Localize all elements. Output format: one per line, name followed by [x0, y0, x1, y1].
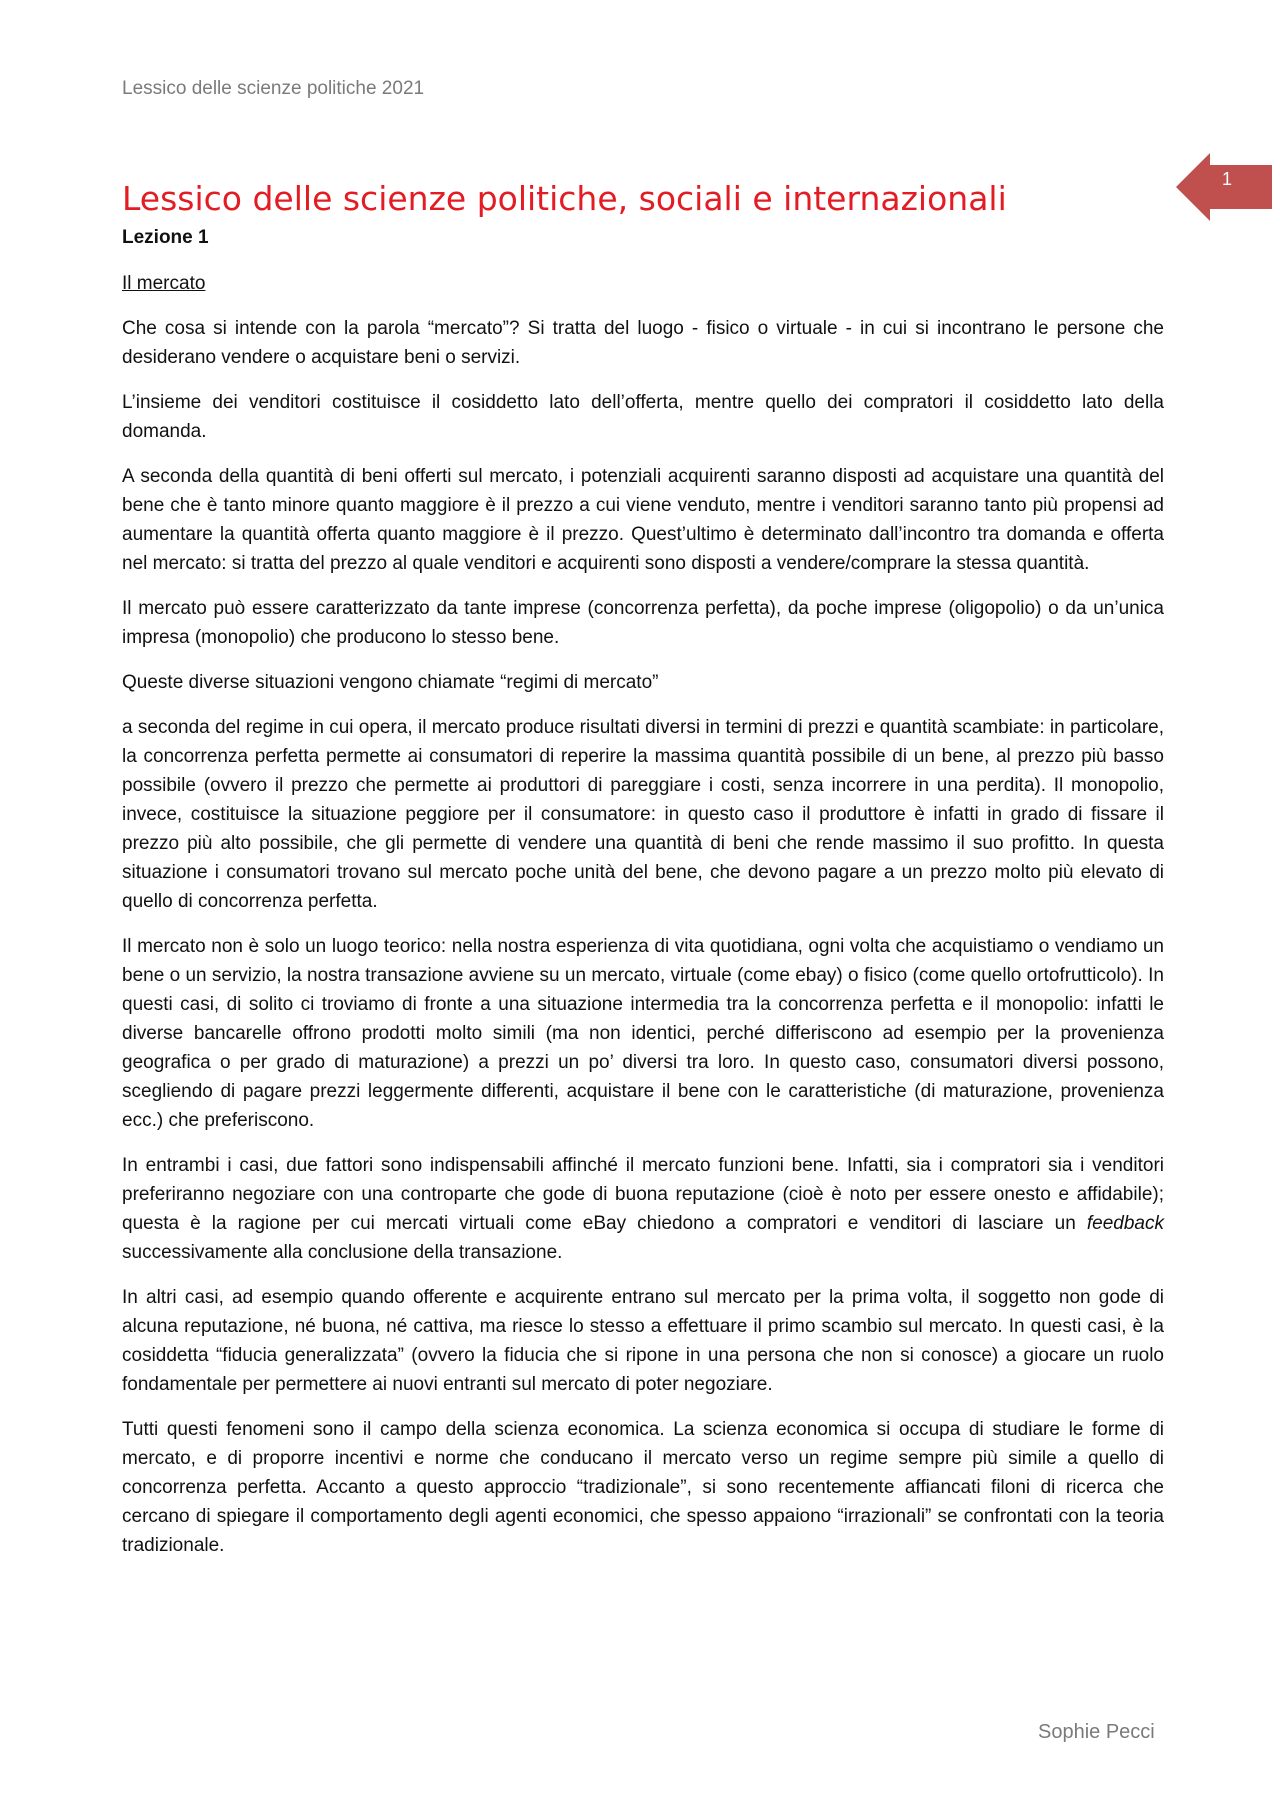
paragraph: L’insieme dei venditori costituisce il cosiddetto lato dell’offerta, mentre quello dei compratori il cosiddetto lato della domanda.	[122, 392, 1164, 442]
author-footer: Sophie Pecci	[1038, 1721, 1155, 1743]
section-heading: Il mercato	[122, 273, 206, 294]
document-body	[122, 176, 1164, 1560]
page-number-marker	[1176, 153, 1272, 221]
paragraph-text: In entrambi i casi, due fattori sono indispensabili affinché il mercato funzioni bene. Infatti, sia i compratori sia i venditori preferiranno negoziare con una controparte che gode di buona reputazione (cioè è noto per essere onesto e affidabile); questa è la ragione per cui mercati virtuali come eBay chiedono a compratori e venditori di lasciare un	[122, 1155, 1164, 1234]
paragraph-feedback	[122, 1151, 1164, 1267]
paragraph: Il mercato non è solo un luogo teorico: nella nostra esperienza di vita quotidiana, ogni volta che acquistiamo o vendiamo un bene o un servizio, la nostra transazione avviene su un mercato, virtuale (come ebay) o fisico (come quello ortofrutticolo). In questi casi, di solito ci troviamo di fronte a una situazione intermedia tra la concorrenza perfetta e il monopolio: infatti le diverse bancarelle offrono prodotti molto simili (ma non identici, perché differiscono ad esempio per la provenienza geografica o per grado di maturazione) a prezzi un po’ diversi tra loro. In questo caso, consumatori diversi possono, scegliendo di pagare prezzi leggermente differenti, acquistare il bene con le caratteristiche (di maturazione, provenienza ecc.) che preferiscono.	[122, 936, 1164, 1131]
paragraph: Che cosa si intende con la parola “mercato”? Si tratta del luogo - fisico o virtuale - in cui si incontrano le persone che desiderano vendere o acquistare beni o servizi.	[122, 318, 1164, 368]
paragraph-text: successivamente alla conclusione della transazione.	[122, 1242, 563, 1263]
paragraph: a seconda del regime in cui opera, il mercato produce risultati diversi in termini di prezzi e quantità scambiate: in particolare, la concorrenza perfetta permette ai consumatori di reperire la massima quantità possibile di un bene, al prezzo più basso possibile (ovvero il prezzo che permette ai produttori di pareggiare i costi, senza incorrere in una perdita). Il monopolio, invece, costituisce la situazione peggiore per il consumatore: in questo caso il produttore è infatti in grado di fissare il prezzo più alto possibile, che gli permette di vendere una quantità di beni che rende massimo il suo profitto. In questa situazione i consumatori trovano sul mercato poche unità del bene, che devono pagare a un prezzo molto più elevato di quello di concorrenza perfetta.	[122, 717, 1164, 912]
page-number: 1	[1222, 169, 1233, 189]
paragraph: Tutti questi fenomeni sono il campo della scienza economica. La scienza economica si occupa di studiare le forme di mercato, e di proporre incentivi e norme che conducano il mercato verso un regime sempre più simile a quello di concorrenza perfetta. Accanto a questo approccio “tradizionale”, si sono recentemente affiancati filoni di ricerca che cercano di spiegare il comportamento degli agenti economici, che spesso appaiono “irrazionali” se confrontati con la teoria tradizionale.	[122, 1419, 1164, 1556]
document-title: Lessico delle scienze politiche, sociali e internazionali	[122, 179, 1007, 218]
paragraph: Queste diverse situazioni vengono chiamate “regimi di mercato”	[122, 672, 659, 693]
paragraph: Il mercato può essere caratterizzato da tante imprese (concorrenza perfetta), da poche imprese (oligopolio) o da un’unica impresa (monopolio) che producono lo stesso bene.	[122, 598, 1164, 648]
emphasis-text: feedback	[1086, 1213, 1164, 1234]
running-header: Lessico delle scienze politiche 2021	[122, 78, 425, 99]
lesson-label: Lezione 1	[122, 227, 209, 248]
paragraph: In altri casi, ad esempio quando offerente e acquirente entrano sul mercato per la prima volta, il soggetto non gode di alcuna reputazione, né buona, né cattiva, ma riesce lo stesso a effettuare il primo scambio sul mercato. In questi casi, è la cosiddetta “fiducia generalizzata” (ovvero la fiducia che si ripone in una persona che non si conosce) a giocare un ruolo fondamentale per permettere ai nuovi entranti sul mercato di poter negoziare.	[122, 1287, 1164, 1395]
paragraph: A seconda della quantità di beni offerti sul mercato, i potenziali acquirenti saranno disposti ad acquistare una quantità del bene che è tanto minore quanto maggiore è il prezzo a cui viene venduto, mentre i venditori saranno tanto più propensi ad aumentare la quantità offerta quanto maggiore è il prezzo. Quest’ultimo è determinato dall’incontro tra domanda e offerta nel mercato: si tratta del prezzo al quale venditori e acquirenti sono disposti a vendere/comprare la stessa quantità.	[122, 466, 1164, 574]
